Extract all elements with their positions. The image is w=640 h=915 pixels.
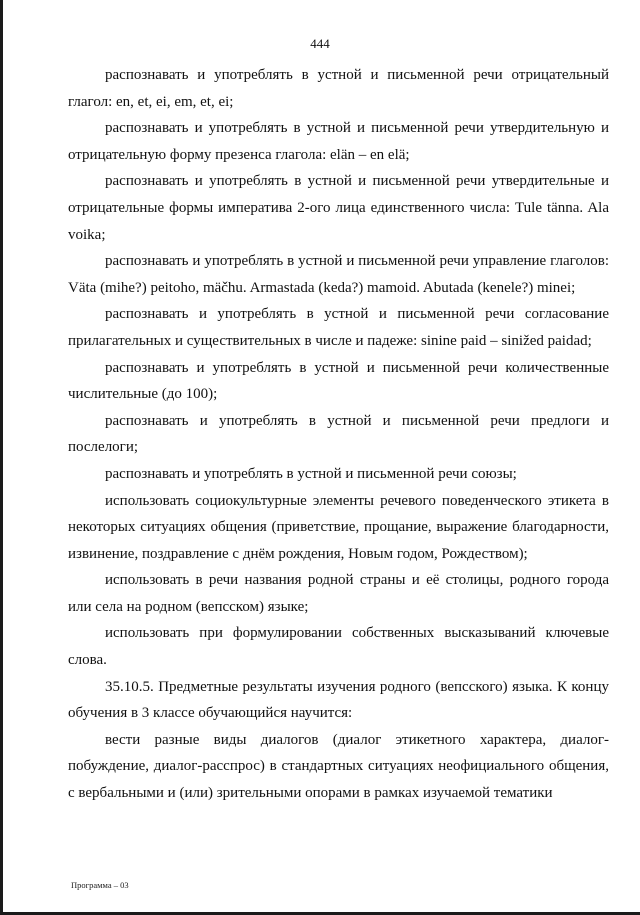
paragraph-dialogues: вести разные виды диалогов (диалог этикетного характера, диалог-побуждение, диалог-расспрос) в стандартных ситуациях неофициального общения, с вербальными и (или) зрительными опорами в рамках изучаемой тематики [68,731,609,802]
paragraph-prepositions: распознавать и употреблять в устной и письменной речи предлоги и послелоги; [68,412,609,456]
paragraph-verb-government: распознавать и употреблять в устной и письменной речи управление глаголов: Väta (mihe?) peitoho, mäčhu. Armastada (keda?) mamoid. Abutada (kenele?) minei; [68,253,609,296]
paragraph-numerals: распознавать и употреблять в устной и письменной речи количественные числительные (до 100); [68,359,609,403]
paragraph-present-tense: распознавать и употреблять в устной и письменной речи утвердительную и отрицательную форму презенса глагола: elän – en elä; [68,120,609,163]
paragraph-etiquette: использовать социокультурные элементы речевого поведенческого этикета в некоторых ситуациях общения (приветствие, прощание, выражение благодарности, извинение, поздравление с днём рождения, Новым годом, Рождеством); [68,492,609,562]
paragraph-agreement: распознавать и употреблять в устной и письменной речи согласование прилагательных и существительных в числе и падеже: sinine paid – sinižed paidad; [68,306,609,349]
page-number: 444 [310,36,330,51]
page-footer: Программа – 03 [71,880,129,890]
section-heading-35-10-5: 35.10.5. Предметные результаты изучения родного (вепсского) языка. К концу обучения в 3 классе обучающийся научится: [68,678,609,722]
paragraph-country-names: использовать в речи названия родной страны и её столицы, родного города или села на родном (вепсском) языке; [68,572,609,615]
page-edge-left [0,0,3,915]
paragraph-conjunctions: распознавать и употреблять в устной и письменной речи союзы; [105,465,517,482]
paragraph-keywords: использовать при формулировании собственных высказываний ключевые слова. [68,625,609,669]
document-body [68,62,609,807]
paragraph-negative-verb: распознавать и употреблять в устной и письменной речи отрицательный глагол: en, et, ei, em, et, ei; [68,67,609,110]
paragraph-imperative: распознавать и употреблять в устной и письменной речи утвердительные и отрицательные формы императива 2-ого лица единственного числа: Tule tänna. Ala voika; [68,173,609,243]
